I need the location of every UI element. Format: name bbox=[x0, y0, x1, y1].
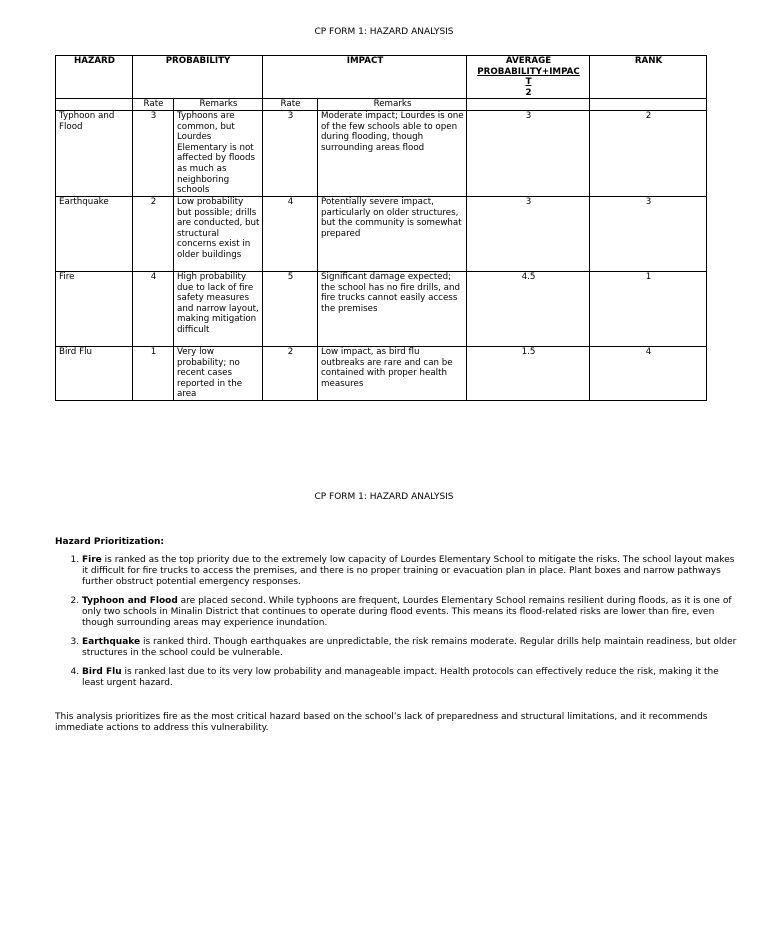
cell-average: 1.5 bbox=[467, 346, 590, 400]
subheader-prob-remarks: Remarks bbox=[174, 99, 263, 111]
cell-rank: 3 bbox=[590, 196, 707, 271]
cell-impact-remarks: Moderate impact; Lourdes is one of the few schools able to open during flooding, though surrounding areas flood bbox=[318, 110, 467, 196]
cell-hazard: Typhoon and Flood bbox=[56, 110, 133, 196]
header-average bbox=[467, 56, 590, 99]
table-row bbox=[56, 196, 707, 271]
header-average-line4: 2 bbox=[525, 87, 532, 98]
cell-average: 4.5 bbox=[467, 271, 590, 346]
subheader-impact-rate: Rate bbox=[263, 99, 318, 111]
cell-rank: 2 bbox=[590, 110, 707, 196]
header-hazard: HAZARD bbox=[56, 56, 133, 99]
prioritization-list bbox=[55, 555, 742, 697]
cell-prob-rate: 1 bbox=[133, 346, 174, 400]
cell-hazard: Fire bbox=[56, 271, 133, 346]
header-average-line3: T bbox=[525, 77, 532, 88]
cell-impact-rate: 2 bbox=[263, 346, 318, 400]
prioritization-heading: Hazard Prioritization: bbox=[55, 537, 165, 547]
subheader-prob-rate: Rate bbox=[133, 99, 174, 111]
header-rank: RANK bbox=[590, 56, 707, 99]
subheader-empty bbox=[467, 99, 590, 111]
conclusion-paragraph: This analysis prioritizes fire as the most critical hazard based on the school’s lack of preparedness and structural limitations, and it recommends immediate actions to address this vulnerability. bbox=[55, 712, 708, 733]
hazard-analysis-table bbox=[55, 55, 707, 401]
cell-prob-rate: 4 bbox=[133, 271, 174, 346]
page-title: CP FORM 1: HAZARD ANALYSIS bbox=[314, 492, 454, 502]
cell-impact-rate: 4 bbox=[263, 196, 318, 271]
cell-impact-remarks: Low impact, as bird flu outbreaks are rare and can be contained with proper health measures bbox=[318, 346, 467, 400]
cell-hazard: Bird Flu bbox=[56, 346, 133, 400]
cell-prob-remarks: High probability due to lack of fire safety measures and narrow layout, making mitigation difficult bbox=[174, 271, 263, 346]
cell-prob-remarks: Very low probability; no recent cases reported in the area bbox=[174, 346, 263, 400]
subheader-empty bbox=[56, 99, 133, 111]
list-item-text: is ranked last due to its very low probability and manageable impact. Health protocols can effectively reduce the risk, making it the least urgent hazard. bbox=[82, 667, 719, 688]
list-item-text: is ranked third. Though earthquakes are unpredictable, the risk remains moderate. Regular drills help maintain readiness, but older structures in the school could be vulnerable. bbox=[82, 637, 737, 658]
cell-rank: 1 bbox=[590, 271, 707, 346]
cell-rank: 4 bbox=[590, 346, 707, 400]
cell-average: 3 bbox=[467, 196, 590, 271]
list-item-term: Earthquake bbox=[82, 637, 141, 647]
cell-impact-remarks: Significant damage expected; the school has no fire drills, and fire trucks cannot easily access the premises bbox=[318, 271, 467, 346]
cell-prob-remarks: Low probability but possible; drills are conducted, but structural concerns exist in older buildings bbox=[174, 196, 263, 271]
cell-average: 3 bbox=[467, 110, 590, 196]
list-item-text: is ranked as the top priority due to the extremely low capacity of Lourdes Elementary School to mitigate the risks. The school layout makes it difficult for fire trucks to access the premises, and there is no proper training or evacuation plan in place. Plant boxes and narrow pathways further obstruct potential emergency responses. bbox=[82, 555, 735, 587]
header-average-line1: AVERAGE bbox=[505, 56, 552, 66]
list-item bbox=[82, 667, 742, 689]
table-row bbox=[56, 346, 707, 400]
list-item-text: are placed second. While typhoons are frequent, Lourdes Elementary School remains resilient during floods, as it is one of only two schools in Minalin District that continues to operate during flood events. This means its flood-related risks are lower than fire, even though surrounding areas may experience inundation. bbox=[82, 596, 732, 628]
table-row bbox=[56, 110, 707, 196]
list-item-term: Fire bbox=[82, 555, 102, 565]
list-item bbox=[82, 555, 742, 588]
subheader-impact-remarks: Remarks bbox=[318, 99, 467, 111]
table-row bbox=[56, 271, 707, 346]
header-average-line2: PROBABILITY+IMPAC bbox=[477, 66, 580, 77]
cell-impact-remarks: Potentially severe impact, particularly on older structures, but the community is somewhat prepared bbox=[318, 196, 467, 271]
cell-impact-rate: 5 bbox=[263, 271, 318, 346]
page-title: CP FORM 1: HAZARD ANALYSIS bbox=[314, 27, 454, 37]
header-impact: IMPACT bbox=[263, 56, 467, 99]
list-item-term: Bird Flu bbox=[82, 667, 122, 677]
cell-prob-rate: 3 bbox=[133, 110, 174, 196]
header-probability: PROBABILITY bbox=[133, 56, 263, 99]
cell-impact-rate: 3 bbox=[263, 110, 318, 196]
list-item bbox=[82, 637, 742, 659]
list-item-term: Typhoon and Flood bbox=[82, 596, 178, 606]
list-item bbox=[82, 596, 742, 629]
cell-prob-rate: 2 bbox=[133, 196, 174, 271]
cell-prob-remarks: Typhoons are common, but Lourdes Elementary is not affected by floods as much as neighboring schools bbox=[174, 110, 263, 196]
subheader-empty bbox=[590, 99, 707, 111]
cell-hazard: Earthquake bbox=[56, 196, 133, 271]
